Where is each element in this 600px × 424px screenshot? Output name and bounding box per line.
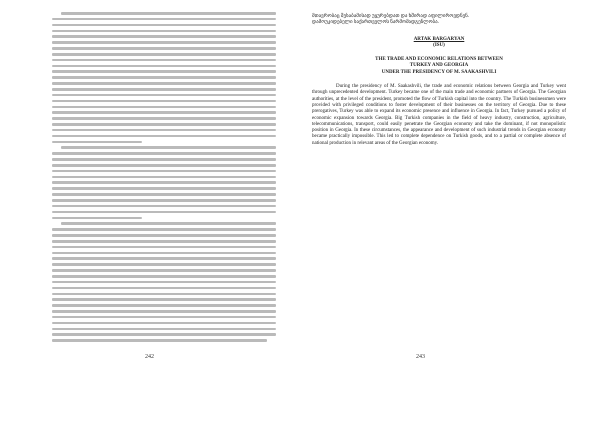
- text-line: [52, 281, 276, 284]
- georgian-intro-line-2: დამოუკიდებელი საქართველოს წარმომადგენლობა.: [312, 20, 439, 26]
- text-line: [52, 310, 276, 313]
- text-line: [52, 59, 276, 62]
- text-line: [52, 106, 276, 109]
- text-line: [52, 88, 276, 91]
- text-line: [52, 252, 276, 255]
- text-line: [52, 287, 276, 290]
- text-line: [52, 100, 276, 103]
- text-line: [52, 328, 276, 331]
- text-line: [52, 170, 276, 173]
- text-line: [52, 129, 276, 132]
- text-line: [52, 205, 276, 208]
- text-line: [52, 199, 276, 202]
- text-line: [52, 257, 276, 260]
- text-line: [52, 316, 276, 319]
- text-line: [61, 12, 276, 15]
- text-line: [61, 222, 276, 225]
- text-line: [52, 333, 276, 336]
- text-line: [52, 193, 276, 196]
- text-line: [52, 123, 276, 126]
- abstract-paragraph: During the presidency of M. Saakashvili, the trade and economic relations between Georgia and Turkey went through unprecedented development. Turkey became one of the main trade and economic partners of Georgia. The Georgian authorities, at the level of the president, promoted the flow of Turkish capital into the country. The Turkish businessmen were provided with privileged conditions to foster development of their businesses on the territory of Georgia. Due to these prerogatives, Turkey was able to expand its economic presence and influence in Georgia. In fact, Turkey pursued a policy of economic expansion towards Georgia. Big Turkish companies in the field of heavy industry, construction, agriculture, telecommunications, transport, could easily penetrate the Georgian economy and take the dominant, if not monopolistic position in Georgia. In these circumstances, the appearance and development of such industrial trends in Georgian economy became practically impossible. This led to complete dependence on Turkish goods, and to a partial or complete absence of national production in relevant areas of the Georgian economy.: [312, 84, 566, 146]
- right-page-content: [312, 14, 566, 147]
- left-page-text-block: [52, 12, 276, 345]
- text-line: [52, 18, 276, 21]
- text-line: [61, 146, 276, 149]
- text-line: [52, 322, 276, 325]
- text-line: [52, 187, 276, 190]
- text-line: [52, 211, 276, 214]
- text-line: [52, 111, 276, 114]
- text-line: [52, 30, 276, 33]
- text-line: [52, 339, 267, 342]
- article-title-line-3: UNDER THE PRESIDENCY OF M. SAAKASHVILI: [381, 69, 497, 75]
- text-line: [52, 176, 276, 179]
- text-line: [52, 246, 276, 249]
- text-line: [52, 275, 276, 278]
- text-line: [52, 152, 276, 155]
- text-line: [52, 298, 276, 301]
- text-line: [52, 293, 276, 296]
- author-affiliation: (ISU): [433, 42, 445, 48]
- text-line: [52, 94, 276, 97]
- text-line: [52, 269, 276, 272]
- text-line: [52, 35, 276, 38]
- georgian-intro-line-1: მთავრობაც შესაბამისად უყურებდათ და ხშირად აფილიროვდნენ.: [312, 14, 470, 19]
- text-line: [52, 65, 276, 68]
- text-line: [52, 228, 276, 231]
- text-line: [52, 141, 142, 144]
- text-line: [52, 24, 276, 27]
- text-line: [52, 158, 276, 161]
- article-title-line-2: TURKEY AND GEORGIA: [409, 63, 469, 69]
- text-line: [52, 70, 276, 73]
- left-page-number: 242: [145, 354, 154, 360]
- text-line: [52, 263, 276, 266]
- right-page-number: 243: [416, 354, 425, 360]
- author-name: ARTAK BARGARYAN: [413, 36, 465, 42]
- text-line: [52, 181, 276, 184]
- text-line: [52, 304, 276, 307]
- article-title-line-1: THE TRADE AND ECONOMIC RELATIONS BETWEEN: [375, 57, 503, 63]
- text-line: [52, 234, 276, 237]
- text-line: [52, 41, 276, 44]
- text-line: [52, 164, 276, 167]
- text-line: [52, 217, 142, 220]
- text-line: [52, 47, 276, 50]
- text-line: [52, 82, 276, 85]
- text-line: [52, 117, 276, 120]
- right-page: [300, 0, 600, 424]
- text-line: [52, 76, 276, 79]
- text-line: [52, 135, 276, 138]
- text-line: [52, 53, 276, 56]
- text-line: [52, 240, 276, 243]
